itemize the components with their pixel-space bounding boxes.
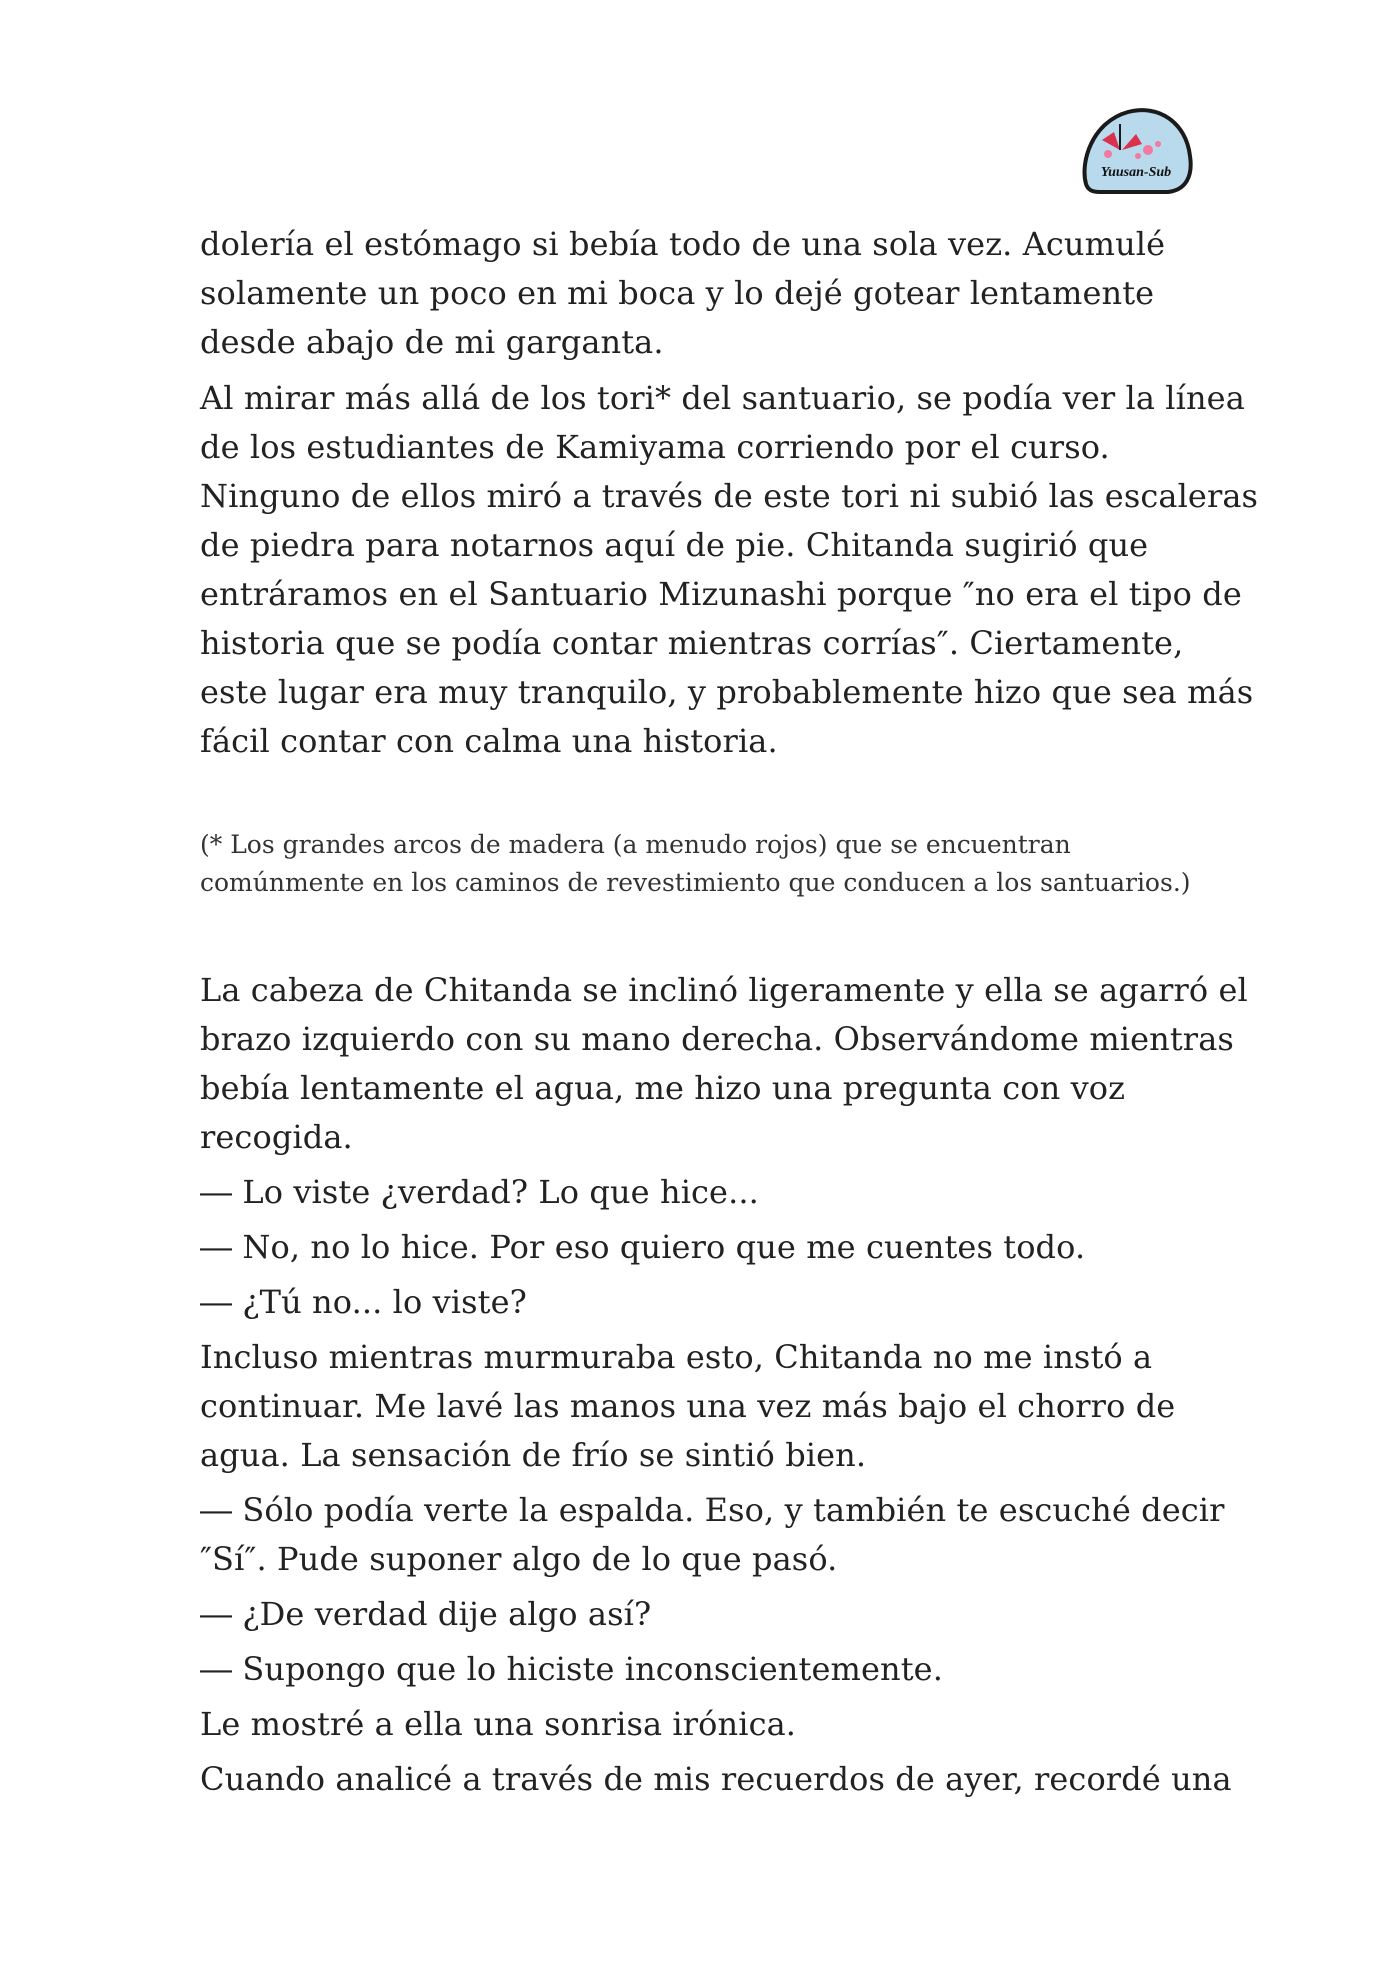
paragraph — [200, 1755, 1232, 1804]
text-line: agua. La sensación de frío se sintió bien. — [200, 1436, 867, 1474]
text-line: desde abajo de mi garganta. — [200, 323, 664, 361]
text-line: este lugar era muy tranquilo, y probablemente hizo que sea más — [200, 673, 1254, 711]
text-line: ― ¿De verdad dije algo así? — [200, 1595, 652, 1633]
paragraph — [200, 220, 1200, 367]
text-line: brazo izquierdo con su mano derecha. Observándome mientras — [200, 1020, 1234, 1058]
text-line: La cabeza de Chitanda se inclinó ligeramente y ella se agarró el — [200, 971, 1248, 1009]
paragraph — [200, 1333, 1200, 1480]
text-line: de piedra para notarnos aquí de pie. Chitanda sugirió que — [200, 526, 1149, 564]
text-line: Incluso mientras murmuraba esto, Chitanda no me instó a — [200, 1338, 1153, 1376]
dialogue-line — [200, 1590, 1200, 1639]
text-line: Cuando analicé a través de mis recuerdos de ayer, recordé una — [200, 1760, 1232, 1798]
text-line: Ninguno de ellos miró a través de este tori ni subió las escaleras — [200, 477, 1259, 515]
text-line: entráramos en el Santuario Mizunashi porque ″no era el tipo de — [200, 575, 1242, 613]
text-line: ― Lo viste ¿verdad? Lo que hice... — [200, 1173, 759, 1211]
bird-logo-icon — [1078, 104, 1194, 200]
text-line: ― Supongo que lo hiciste inconscientemente. — [200, 1650, 943, 1688]
text-line: de los estudiantes de Kamiyama corriendo por el curso. — [200, 428, 1110, 466]
dialogue-line — [200, 1645, 1200, 1694]
paragraph — [200, 1700, 1200, 1749]
paragraph — [200, 966, 1248, 1162]
paragraph — [200, 374, 1259, 766]
dialogue-line — [200, 1278, 1200, 1327]
text-line: ″Sí″. Pude suponer algo de lo que pasó. — [200, 1540, 838, 1578]
footnote-line: comúnmente en los caminos de revestimiento que conducen a los santuarios.) — [200, 868, 1191, 897]
dialogue-line — [200, 1223, 1200, 1272]
footnote-line: (* Los grandes arcos de madera (a menudo rojos) que se encuentran — [200, 830, 1071, 859]
text-line: recogida. — [200, 1118, 353, 1156]
text-line: ― No, no lo hice. Por eso quiero que me cuentes todo. — [200, 1228, 1086, 1266]
text-line: fácil contar con calma una historia. — [200, 722, 778, 760]
text-line: dolería el estómago si bebía todo de una sola vez. Acumulé — [200, 225, 1166, 263]
text-line: Al mirar más allá de los tori* del santuario, se podía ver la línea — [200, 379, 1245, 417]
text-line: ― ¿Tú no... lo viste? — [200, 1283, 527, 1321]
text-line: bebía lentamente el agua, me hizo una pregunta con voz — [200, 1069, 1126, 1107]
dialogue-line — [200, 1168, 1200, 1217]
body-text-top — [200, 220, 1259, 766]
text-line: historia que se podía contar mientras corrías″. Ciertamente, — [200, 624, 1184, 662]
text-line: ― Sólo podía verte la espalda. Eso, y también te escuché decir — [200, 1491, 1225, 1529]
dialogue-line — [200, 1486, 1225, 1584]
footnote — [200, 826, 1200, 902]
logo-text: Yuusan-Sub — [1100, 165, 1172, 180]
body-text-bottom — [200, 966, 1248, 1804]
text-line: solamente un poco en mi boca y lo dejé gotear lentamente — [200, 274, 1155, 312]
text-line: continuar. Me lavé las manos una vez más bajo el chorro de — [200, 1387, 1176, 1425]
text-line: Le mostré a ella una sonrisa irónica. — [200, 1705, 797, 1743]
